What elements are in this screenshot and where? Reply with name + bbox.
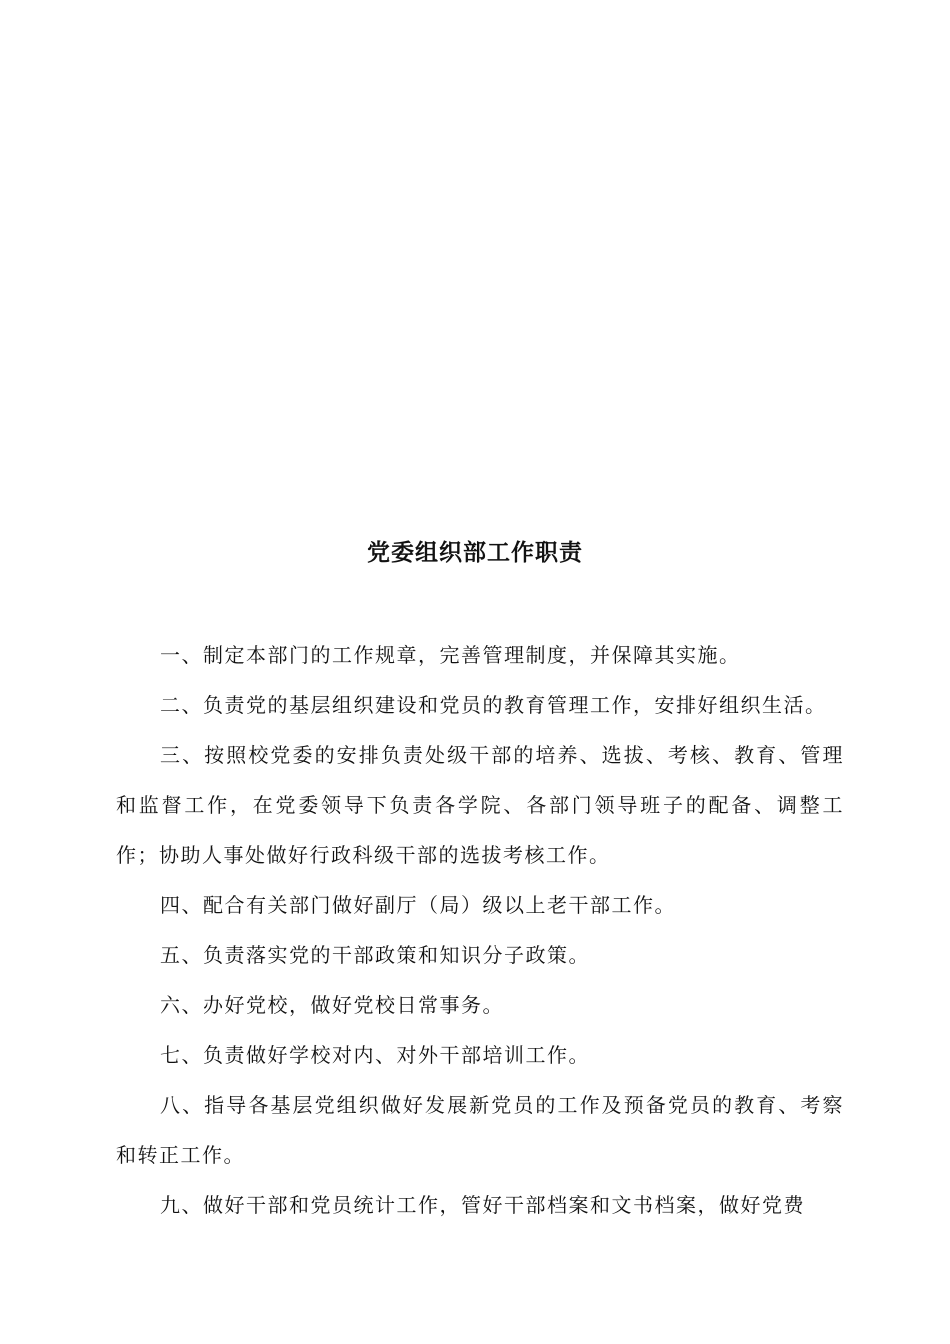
paragraph-5: 五、负责落实党的干部政策和知识分子政策。 [160, 943, 590, 967]
paragraph-6: 六、办好党校，做好党校日常事务。 [160, 993, 504, 1017]
paragraph-7: 七、负责做好学校对内、对外干部培训工作。 [160, 1043, 590, 1067]
paragraph-2: 二、负责党的基层组织建设和党员的教育管理工作，安排好组织生活。 [160, 693, 827, 717]
paragraph-3: 三、按照校党委的安排负责处级干部的培养、选拔、考核、教育、管理和监督工作，在党委领导下负责各学院、各部门领导班子的配备、调整工作；协助人事处做好行政科级干部的选拔考核工作。 [116, 743, 844, 867]
paragraph-1: 一、制定本部门的工作规章，完善管理制度，并保障其实施。 [160, 643, 741, 667]
document-body [116, 630, 844, 1230]
paragraph-8: 八、指导各基层党组织做好发展新党员的工作及预备党员的教育、考察和转正工作。 [116, 1093, 844, 1167]
paragraph-4: 四、配合有关部门做好副厅（局）级以上老干部工作。 [160, 893, 676, 917]
document-title: 党委组织部工作职责 [367, 540, 583, 566]
paragraph-9: 九、做好干部和党员统计工作，管好干部档案和文书档案，做好党费 [160, 1193, 805, 1217]
